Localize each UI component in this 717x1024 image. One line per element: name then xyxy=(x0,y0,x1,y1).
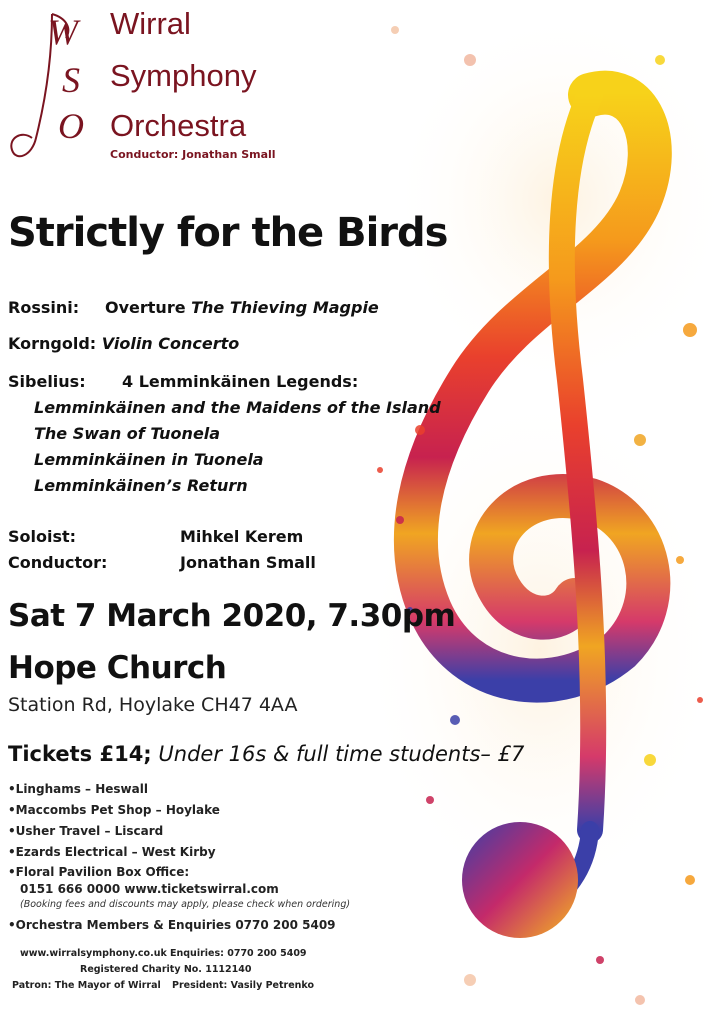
tickets-price: Tickets £14; xyxy=(8,742,152,766)
outlet-2: •Maccombs Pet Shop – Hoylake xyxy=(8,803,220,817)
event-venue: Hope Church xyxy=(8,650,227,686)
legend-3 xyxy=(34,450,264,469)
header-conductor: Conductor: Jonathan Small xyxy=(110,148,276,161)
tickets-concession: Under 16s & full time students– £7 xyxy=(158,742,525,766)
box-office-contact: 0151 666 0000 www.ticketswirral.com xyxy=(20,882,279,896)
conductor-name: Jonathan Small xyxy=(180,553,316,572)
event-date: Sat 7 March 2020, 7.30pm xyxy=(8,598,456,634)
orchestra-name-line-3: Orchestra xyxy=(110,108,247,143)
legend-1 xyxy=(34,398,441,417)
legend-3-title: Lemminkäinen in Tuonela xyxy=(34,450,264,469)
members-line: •Orchestra Members & Enquiries 0770 200 5409 xyxy=(8,918,336,932)
orchestra-name-line-2: Symphony xyxy=(110,58,257,93)
footer-enquiries: Enquiries: 0770 200 5409 xyxy=(170,948,307,959)
conductor-label: Conductor: xyxy=(8,553,108,572)
orchestra-name-line-1: Wirral xyxy=(110,6,191,41)
logo-letter-s: S xyxy=(62,60,80,100)
soloist-name: Mihkel Kerem xyxy=(180,527,304,546)
outlet-3: •Usher Travel – Liscard xyxy=(8,824,164,838)
footer-website: www.wirralsymphony.co.uk xyxy=(20,948,167,959)
footer-president: President: Vasily Petrenko xyxy=(172,980,314,991)
legend-2 xyxy=(34,424,220,443)
legend-4 xyxy=(34,476,248,495)
footer-patron: Patron: The Mayor of Wirral xyxy=(12,980,161,991)
booking-note: (Booking fees and discounts may apply, please check when ordering) xyxy=(20,899,351,910)
rossini-composer: Rossini: xyxy=(8,298,80,317)
concert-title: Strictly for the Birds xyxy=(8,210,448,256)
outlet-1: •Linghams – Heswall xyxy=(8,782,148,796)
soloist-label: Soloist: xyxy=(8,527,77,546)
event-address: Station Rd, Hoylake CH47 4AA xyxy=(8,694,298,716)
rossini-work-prefix: Overture xyxy=(105,298,192,317)
logo-letter-o: O xyxy=(58,106,84,146)
legend-4-title: Lemminkäinen’s Return xyxy=(34,476,248,495)
outlet-4: •Ezards Electrical – West Kirby xyxy=(8,845,216,859)
footer-charity: Registered Charity No. 1112140 xyxy=(80,964,252,975)
rossini-work-title: The Thieving Magpie xyxy=(191,298,379,317)
rossini-work xyxy=(105,298,379,317)
legend-1-title: Lemminkäinen and the Maidens of the Island xyxy=(34,398,441,417)
logo-letter-w: W xyxy=(48,12,78,52)
korngold-composer: Korngold: xyxy=(8,334,97,353)
korngold-line xyxy=(8,334,239,353)
korngold-work: Violin Concerto xyxy=(101,334,240,353)
tickets-headline xyxy=(8,742,524,766)
sibelius-composer: Sibelius: xyxy=(8,372,86,391)
legend-2-title: The Swan of Tuonela xyxy=(34,424,221,443)
sibelius-work: 4 Lemminkäinen Legends: xyxy=(122,372,359,391)
outlet-5: •Floral Pavilion Box Office: xyxy=(8,865,190,879)
